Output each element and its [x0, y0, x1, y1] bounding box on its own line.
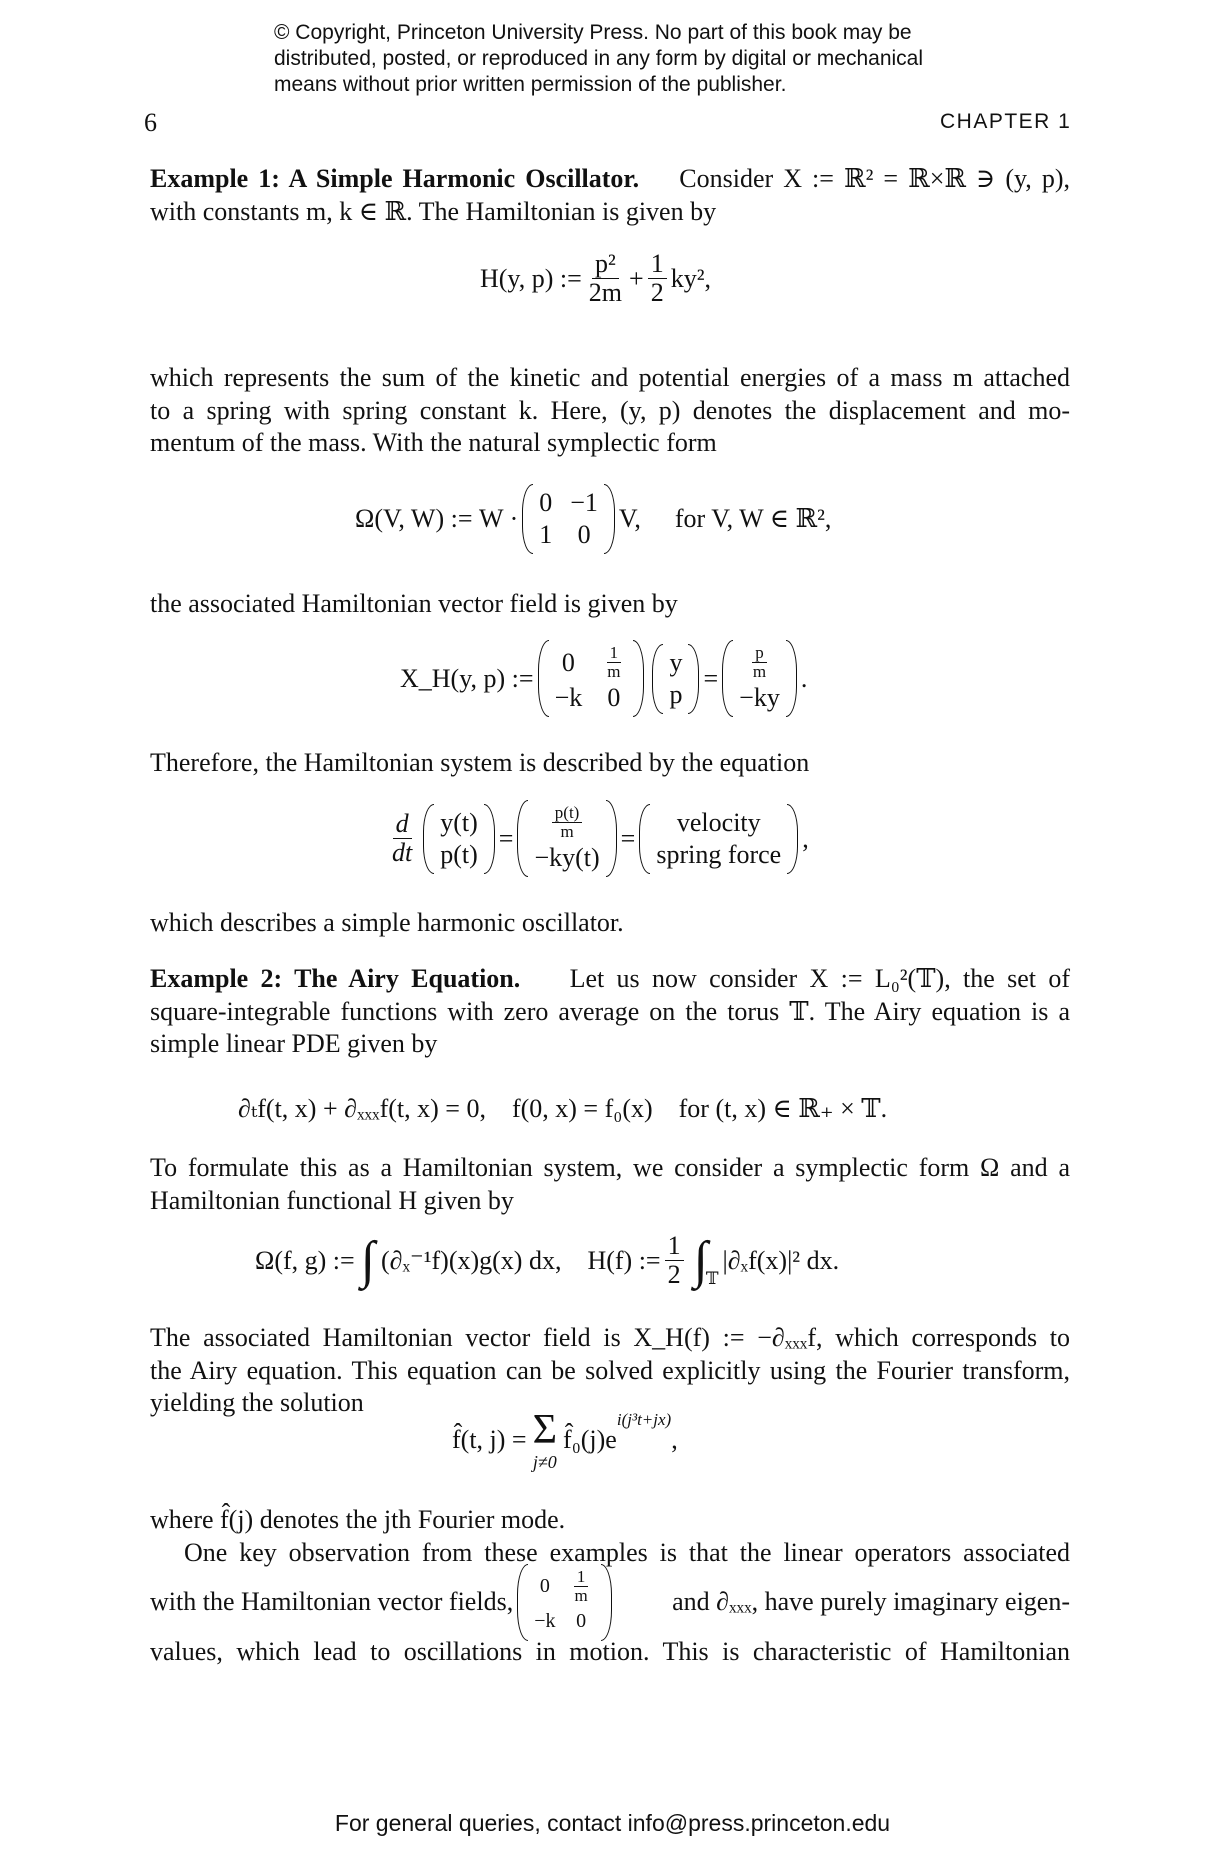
- fraction-den: m: [607, 662, 621, 681]
- matrix-cell: −k: [554, 683, 583, 712]
- fraction-den: m: [560, 822, 574, 841]
- copyright-line: distributed, posted, or reproduced in any form by digital or mechanical: [274, 47, 924, 70]
- example2-para2: [150, 1152, 1070, 1217]
- vector: [423, 804, 495, 874]
- fraction: [389, 810, 415, 867]
- fraction: [552, 804, 583, 841]
- sum-sign: Σ: [532, 1407, 558, 1453]
- text-line: yielding the solution: [150, 1388, 364, 1417]
- text-line: the associated Hamiltonian vector field is given by: [150, 589, 678, 618]
- fraction-num: 1: [574, 1568, 589, 1587]
- equation-vector-field: [400, 640, 807, 717]
- copyright-notice: [274, 20, 994, 98]
- eq-lhs: H(f) :=: [587, 1245, 661, 1275]
- example1-intro: [150, 163, 1070, 228]
- text-line: square-integrable functions with zero average on the torus 𝕋. The Airy equation is a: [150, 996, 1070, 1026]
- fraction: [604, 644, 623, 681]
- vector-cell: velocity: [676, 807, 761, 837]
- vector: [517, 800, 616, 877]
- fraction-num: 1: [648, 250, 667, 279]
- example2-intro-text: Let us now consider X := L₀²(𝕋), the set of: [569, 964, 1070, 993]
- footer-contact: For general queries, contact info@press.princeton.edu: [334, 1810, 891, 1836]
- text-line-with-matrix: [150, 1566, 1070, 1636]
- example1-para4: [150, 747, 1070, 780]
- sum-subscript: j≠0: [532, 1452, 557, 1472]
- equation-symplectic-form: [355, 484, 831, 554]
- fraction-num: p: [752, 644, 767, 663]
- text-fragment: and ∂ₓₓₓ, have purely imaginary eigen-: [672, 1587, 1070, 1617]
- vector-cell: −ky(t): [534, 843, 600, 872]
- matrix: [522, 484, 615, 554]
- example1-title: Example 1: A Simple Harmonic Oscillator.: [150, 164, 640, 193]
- vector: [639, 804, 798, 874]
- integral-sign: ∫: [360, 1231, 375, 1289]
- vector-cell: p(t): [440, 839, 478, 869]
- text-line: values, which lead to oscillations in motion. This is characteristic of Hamiltonian: [150, 1636, 1070, 1666]
- fraction-num: 1: [607, 644, 622, 663]
- vector: [652, 644, 699, 714]
- eq-equals: =: [703, 663, 719, 693]
- equation-forms: [255, 1232, 839, 1289]
- equation-airy: [238, 1094, 887, 1124]
- example2-intro: [150, 963, 1070, 1061]
- matrix-cell: 0: [577, 520, 591, 549]
- eq-plus: +: [629, 263, 644, 293]
- text-line: One key observation from these examples is that the linear operators associated: [184, 1538, 1070, 1567]
- example2-para4: [150, 1504, 1070, 1537]
- eq-tail: ky²,: [670, 263, 711, 293]
- vector: [722, 640, 797, 717]
- matrix-cell: 0: [607, 683, 621, 712]
- fraction-den: 2m: [588, 278, 623, 307]
- eq-tail: ,: [671, 1425, 678, 1454]
- text-fragment: with the Hamiltonian vector fields,: [150, 1587, 514, 1617]
- fraction: [665, 1232, 684, 1289]
- matrix-cell: 0: [576, 1609, 587, 1632]
- fraction-den: 2: [667, 1260, 681, 1289]
- eq-lhs: Ω(V, W) := W ·: [355, 504, 519, 533]
- example2-para3: [150, 1322, 1070, 1420]
- example1-intro-line2: with constants m, k ∈ ℝ. The Hamiltonian is given by: [150, 196, 717, 226]
- text-line: the Airy equation. This equation can be solved explicitly using the Fourier transform,: [150, 1355, 1070, 1385]
- example1-para3: [150, 588, 1070, 621]
- eq-airy-text: ∂ₜf(t, x) + ∂ₓₓₓf(t, x) = 0, f(0, x) = f₀(x) for (t, x) ∈ ℝ₊ × 𝕋.: [238, 1094, 888, 1123]
- fraction: [586, 250, 625, 307]
- chapter-label: CHAPTER 1: [940, 110, 1072, 133]
- text-line: Hamiltonian functional H given by: [150, 1185, 514, 1215]
- copyright-line: means without prior written permission of the publisher.: [274, 73, 787, 96]
- fraction-num: p(t): [552, 804, 583, 823]
- fraction-den: m: [752, 662, 767, 681]
- vector-cell: y: [669, 647, 683, 677]
- example2-para5: [150, 1537, 1070, 1668]
- vector-cell: −ky: [739, 683, 780, 712]
- matrix-cell: 0: [561, 647, 575, 677]
- fraction: [571, 1568, 590, 1605]
- sum: [533, 1408, 557, 1472]
- fraction-num: d: [393, 810, 412, 839]
- matrix-cell: 0: [539, 488, 553, 517]
- vector-cell: spring force: [656, 839, 782, 869]
- fraction-num: p²: [592, 250, 619, 279]
- text-line: The associated Hamiltonian vector field is X_H(f) := −∂ₓₓₓf, which corresponds to: [150, 1323, 1070, 1352]
- text-line: where f̂(j) denotes the jth Fourier mode.: [150, 1505, 566, 1534]
- fraction-num: 1: [665, 1232, 684, 1261]
- integral-subscript: 𝕋: [705, 1269, 719, 1288]
- fraction: [750, 644, 769, 681]
- fraction-den: dt: [392, 838, 413, 867]
- text-line: which describes a simple harmonic oscillator.: [150, 908, 624, 937]
- matrix-cell: 1: [539, 520, 553, 549]
- example2-title: Example 2: The Airy Equation.: [150, 964, 521, 993]
- eq-lhs: Ω(f, g) :=: [255, 1245, 355, 1275]
- exponent: i(j³t+jx): [616, 1410, 672, 1429]
- fraction-den: m: [574, 1585, 588, 1605]
- eq-integrand: |∂ₓf(x)|² dx.: [722, 1245, 840, 1275]
- matrix: [538, 640, 645, 717]
- eq-lhs: X_H(y, p) :=: [400, 663, 534, 693]
- example1-para2: [150, 362, 1070, 460]
- matrix-cell: −1: [570, 488, 598, 517]
- fraction-den: 2: [650, 278, 664, 307]
- integral-sign: ∫: [693, 1231, 708, 1289]
- eq-lhs: H(y, p) :=: [480, 263, 582, 293]
- eq-tail: .: [800, 663, 808, 693]
- equation-system: [385, 800, 809, 877]
- text-line: mentum of the mass. With the natural symplectic form: [150, 428, 717, 457]
- eq-tail: ,: [802, 823, 809, 853]
- example1-para5: [150, 907, 1070, 940]
- eq-condition: for V, W ∈ ℝ²,: [674, 504, 832, 533]
- text-line: which represents the sum of the kinetic and potential energies of a mass m attached: [150, 363, 1070, 392]
- fraction: [648, 250, 667, 307]
- equation-solution: [452, 1408, 678, 1472]
- vector-cell: p: [669, 679, 683, 709]
- matrix-cell: −k: [534, 1609, 556, 1632]
- page-number: 6: [144, 108, 157, 137]
- eq-lhs: f̂(t, j) =: [452, 1425, 527, 1454]
- eq-rhs: f̂₀(j)e: [563, 1425, 617, 1454]
- matrix: [517, 1564, 612, 1642]
- eq-equals: =: [498, 823, 514, 853]
- equation-hamiltonian: [480, 250, 711, 307]
- eq-tail: V,: [618, 504, 641, 533]
- text-line: to a spring with spring constant k. Here, (y, p) denotes the displacement and mo-: [150, 395, 1070, 425]
- eq-integrand: (∂ₓ⁻¹f)(x)g(x) dx,: [380, 1245, 562, 1275]
- copyright-line: © Copyright, Princeton University Press. No part of this book may be: [274, 21, 912, 44]
- text-line: Therefore, the Hamiltonian system is described by the equation: [150, 748, 810, 777]
- text-line: To formulate this as a Hamiltonian system, we consider a symplectic form Ω and a: [150, 1153, 1070, 1182]
- matrix-cell: 0: [539, 1575, 550, 1597]
- text-line: simple linear PDE given by: [150, 1029, 438, 1058]
- example1-intro-text: Consider X := ℝ² = ℝ×ℝ ∋ (y, p),: [679, 164, 1070, 193]
- eq-equals: =: [620, 823, 636, 853]
- vector-cell: y(t): [440, 807, 478, 837]
